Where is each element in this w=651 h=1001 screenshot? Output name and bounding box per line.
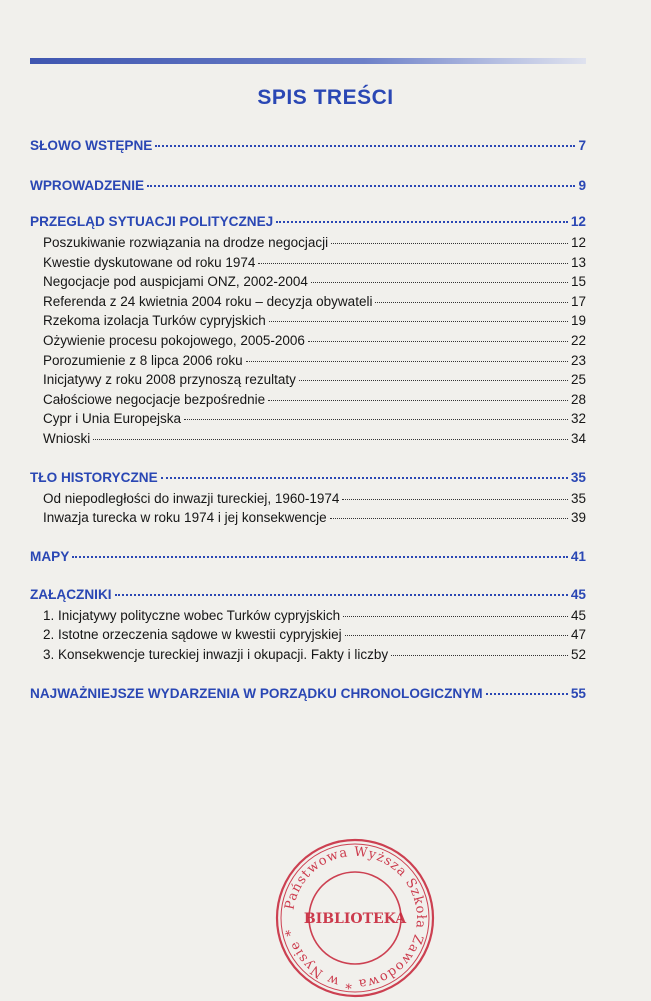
- toc-entry-label: 1. Inicjatywy polityczne wobec Turków cypryjskich: [43, 607, 341, 623]
- toc-entry[interactable]: [30, 253, 586, 273]
- toc-page-number: 25: [570, 372, 586, 388]
- toc-section-heading[interactable]: [30, 177, 586, 195]
- dot-leader: [299, 380, 568, 381]
- dot-leader: [184, 419, 568, 420]
- dot-leader: [269, 321, 568, 322]
- toc-section-label: WPROWADZENIE: [30, 178, 145, 193]
- toc-entry-label: Inicjatywy z roku 2008 przynoszą rezultaty: [43, 372, 296, 388]
- toc-page-number: 23: [570, 352, 586, 368]
- dot-leader: [246, 361, 568, 362]
- toc-section-label: ZAŁĄCZNIKI: [30, 586, 112, 602]
- toc-page-number: 12: [570, 214, 586, 229]
- toc-page-number: 12: [570, 235, 586, 250]
- toc-entry-label: Od niepodległości do inwazji tureckiej, 1960-1974: [43, 490, 340, 506]
- page-title: SPIS TREŚCI: [257, 86, 394, 109]
- toc-page-number: 52: [570, 646, 586, 662]
- toc-page-number: 47: [570, 627, 586, 643]
- toc-entry[interactable]: [30, 489, 586, 509]
- toc-entry-label: Inwazja turecka w roku 1974 i jej konsekwencje: [43, 510, 327, 526]
- toc-section-label: NAJWAŻNIEJSZE WYDARZENIA W PORZĄDKU CHRONOLOGICZNYM: [30, 685, 483, 701]
- library-stamp: [272, 835, 438, 1001]
- toc-entry-label: Cypr i Unia Europejska: [43, 411, 182, 427]
- toc-section: [30, 548, 586, 566]
- dot-leader: [331, 243, 568, 244]
- toc-section-label: MAPY: [30, 548, 70, 564]
- toc-page-number: 34: [570, 430, 586, 446]
- dot-leader: [276, 221, 568, 223]
- toc-section-heading[interactable]: [30, 586, 586, 604]
- toc-section-heading[interactable]: [30, 548, 586, 566]
- toc-page-number: 45: [570, 586, 586, 602]
- dot-leader: [268, 400, 568, 401]
- toc-page-number: 19: [570, 313, 586, 329]
- toc-entry[interactable]: [30, 645, 586, 665]
- toc-section: [30, 137, 586, 155]
- dot-leader: [375, 302, 568, 303]
- toc-section: [30, 213, 586, 449]
- toc-entry[interactable]: [30, 272, 586, 292]
- toc-entry-label: Poszukiwanie rozwiązania na drodze negocjacji: [43, 235, 329, 250]
- dot-leader: [391, 655, 568, 656]
- toc-page-number: 17: [570, 293, 586, 309]
- toc-entry[interactable]: [30, 625, 586, 645]
- toc-page-number: 7: [578, 138, 586, 153]
- dot-leader: [155, 145, 575, 147]
- toc-entry[interactable]: [30, 409, 586, 429]
- toc-entry[interactable]: [30, 508, 586, 528]
- toc-page-number: 9: [578, 178, 586, 193]
- toc-entry[interactable]: [30, 331, 586, 351]
- toc-section-label: PRZEGLĄD SYTUACJI POLITYCZNEJ: [30, 214, 274, 229]
- dot-leader: [343, 616, 568, 617]
- toc-entry[interactable]: [30, 351, 586, 371]
- dot-leader: [72, 556, 568, 558]
- toc-entry-label: 2. Istotne orzeczenia sądowe w kwestii cypryjskiej: [43, 627, 342, 643]
- dot-leader: [342, 499, 568, 500]
- toc-entry[interactable]: [30, 311, 586, 331]
- toc-entry[interactable]: [30, 429, 586, 449]
- dot-leader: [161, 477, 568, 479]
- toc-section-heading[interactable]: [30, 469, 586, 487]
- dot-leader: [93, 439, 568, 440]
- stamp-center-text: BIBLIOTEKA: [303, 911, 407, 927]
- toc-page-number: 45: [570, 607, 586, 623]
- toc-section-heading[interactable]: [30, 685, 586, 703]
- toc-entry[interactable]: [30, 390, 586, 410]
- dot-leader: [115, 594, 568, 596]
- toc-section: [30, 177, 586, 195]
- toc-page-number: 22: [570, 332, 586, 348]
- toc-page-number: 13: [570, 254, 586, 270]
- toc-section: [30, 685, 586, 703]
- svg-text:Państwowa Wyższa Szkoła Zawodo: Państwowa Wyższa Szkoła Zawodowa * w Nysie *: [282, 844, 429, 992]
- dot-leader: [345, 635, 568, 636]
- dot-leader: [486, 693, 568, 695]
- dot-leader: [258, 263, 568, 264]
- toc-entry-label: Ożywienie procesu pokojowego, 2005-2006: [43, 332, 305, 348]
- top-decorative-bar: [30, 58, 586, 64]
- toc-entry-label: Wnioski: [43, 430, 91, 446]
- toc-entry-label: Całościowe negocjacje bezpośrednie: [43, 391, 266, 407]
- toc-page-number: 41: [570, 548, 586, 564]
- toc-entry-label: Rzekoma izolacja Turków cypryjskich: [43, 313, 266, 329]
- dot-leader: [311, 282, 568, 283]
- toc-page-number: 35: [570, 490, 586, 506]
- toc-section-label: SŁOWO WSTĘPNE: [30, 138, 153, 153]
- toc-section-heading[interactable]: [30, 213, 586, 231]
- toc-page-number: 15: [570, 274, 586, 290]
- toc-entry[interactable]: [30, 606, 586, 626]
- toc-section: [30, 469, 586, 528]
- toc-page-number: 28: [570, 391, 586, 407]
- toc-entry-label: Porozumienie z 8 lipca 2006 roku: [43, 352, 243, 368]
- toc-section: [30, 586, 586, 665]
- toc-page-number: 35: [570, 469, 586, 485]
- toc-section-heading[interactable]: [30, 137, 586, 155]
- toc-entry-label: Kwestie dyskutowane od roku 1974: [43, 254, 256, 270]
- toc-page-number: 55: [570, 685, 586, 701]
- toc-entry[interactable]: [30, 292, 586, 312]
- toc-entry[interactable]: [30, 370, 586, 390]
- toc-entry-label: Referenda z 24 kwietnia 2004 roku – decyzja obywateli: [43, 293, 373, 309]
- toc-entry-label: 3. Konsekwencje tureckiej inwazji i okupacji. Fakty i liczby: [43, 646, 389, 662]
- toc-page-number: 32: [570, 411, 586, 427]
- toc-page-number: 39: [570, 510, 586, 526]
- dot-leader: [308, 341, 568, 342]
- table-of-contents: [30, 137, 586, 723]
- dot-leader: [147, 185, 575, 187]
- toc-entry[interactable]: [30, 233, 586, 253]
- dot-leader: [330, 518, 568, 519]
- toc-entry-label: Negocjacje pod auspicjami ONZ, 2002-2004: [43, 274, 308, 290]
- toc-section-label: TŁO HISTORYCZNE: [30, 469, 158, 485]
